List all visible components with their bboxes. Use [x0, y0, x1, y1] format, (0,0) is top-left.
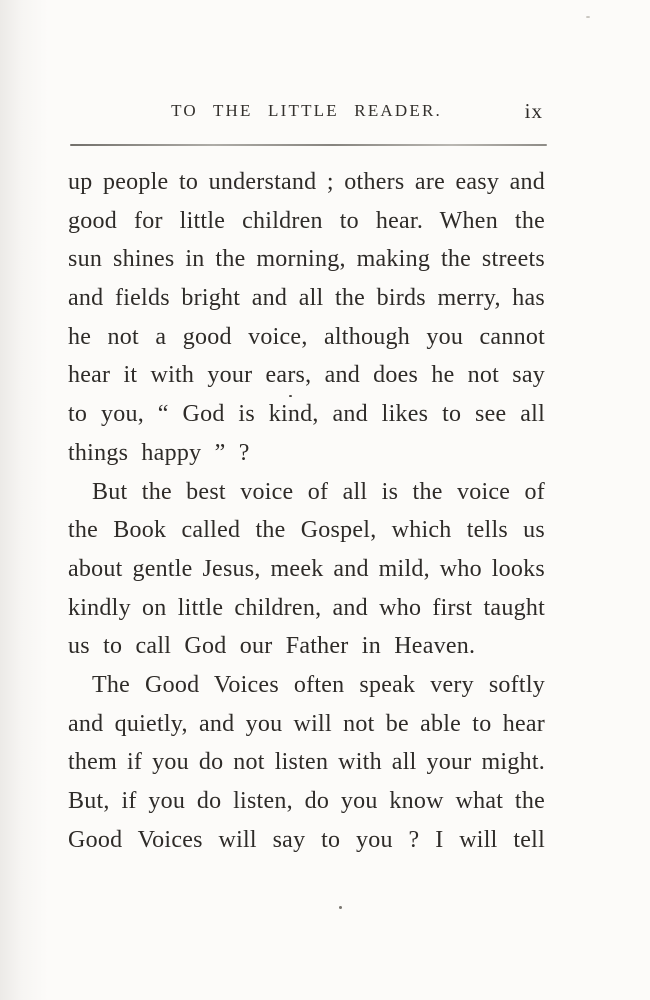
page-number: ix [524, 99, 543, 123]
text-line: sun shines in the morning, making the streets [68, 246, 545, 273]
header-rule [70, 144, 547, 146]
scan-speck [339, 906, 342, 909]
text-line: up people to understand ; others are easy and [68, 169, 545, 195]
text-line: The Good Voices often speak very softly [92, 671, 545, 698]
text-line: he not a good voice, although you cannot [68, 323, 545, 350]
page-header-title: TO THE LITTLE READER. [171, 101, 442, 120]
text-line: hear it with your ears, and does he not say [68, 362, 545, 389]
text-line: Good Voices will say to you ? I will tell [68, 826, 545, 853]
text-line: and quietly, and you will not be able to hear [68, 710, 545, 737]
text-line: and fields bright and all the birds merry, has [68, 285, 545, 312]
text-line: them if you do not listen with all your might. [68, 749, 545, 776]
text-line: good for little children to hear. When the [68, 207, 545, 234]
page-header [68, 101, 545, 127]
scan-speck [289, 395, 292, 397]
text-line: about gentle Jesus, meek and mild, who looks [68, 555, 545, 582]
body-text [68, 163, 545, 859]
text-line: to you, “ God is kind, and likes to see all [68, 401, 545, 428]
text-line: us to call God our Father in Heaven. [68, 633, 476, 660]
text-line: things happy ” ? [68, 439, 250, 466]
text-line: the Book called the Gospel, which tells us [68, 517, 545, 544]
text-line: kindly on little children, and who first taught [68, 594, 545, 621]
text-line: But, if you do listen, do you know what the [68, 788, 545, 814]
scan-speck [586, 16, 590, 18]
text-line: But the best voice of all is the voice of [92, 478, 545, 505]
